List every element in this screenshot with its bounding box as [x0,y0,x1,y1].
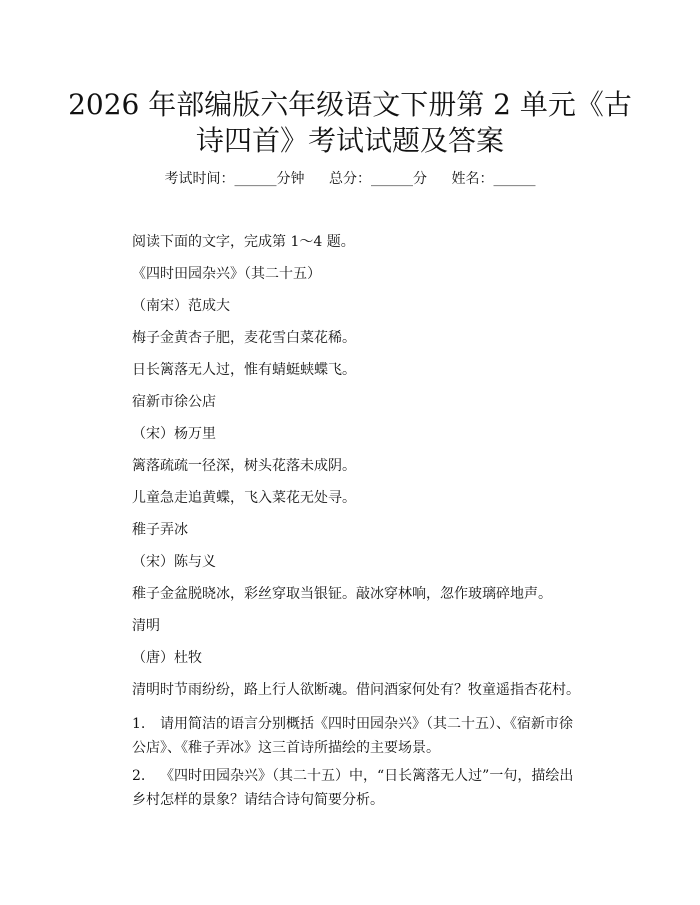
question-number: 1. [132,716,146,732]
poem-title: 稚子弄冰 [132,522,188,538]
exam-time: 考试时间：______分钟 [164,171,305,187]
poem-author: （唐）杜牧 [132,650,202,666]
document-title-line-1: 2026 年部编版六年级语文下册第 2 单元《古 [68,88,632,121]
poem-line: 儿童急走追黄蝶，飞入菜花无处寻。 [132,490,356,506]
poem-line: 清明时节雨纷纷，路上行人欲断魂。借问酒家何处有？牧童遥指杏花村。 [132,682,580,698]
exam-meta [0,168,700,188]
poem-title: 清明 [132,618,160,634]
poem-line: 日长篱落无人过，惟有蜻蜓蛱蝶飞。 [132,362,356,378]
question-text: 请用简洁的语言分别概括《四时田园杂兴》（其二十五）、《宿新市徐公店》、《稚子弄冰》这三首诗所描绘的主要场景。 [132,716,573,756]
poem-line: 梅子金黄杏子肥，麦花雪白菜花稀。 [132,330,356,346]
poem-title: 宿新市徐公店 [132,394,216,410]
question-text: 《四时田园杂兴》（其二十五）中，“日长篱落无人过”一句，描绘出乡村怎样的景象？请结合诗句简要分析。 [132,768,574,808]
exam-score: 总分：______分 [329,171,427,187]
poem-title: 《四时田园杂兴》（其二十五） [132,266,321,282]
document-title-line-2: 诗四首》考试试题及答案 [195,124,504,157]
poem-author: （宋）杨万里 [132,426,216,442]
poem-line: 稚子金盆脱晓冰，彩丝穿取当银钲。敲冰穿林响，忽作玻璃碎地声。 [132,586,552,602]
instruction-text: 阅读下面的文字，完成第 1～4 题。 [132,234,355,250]
poem-author: （南宋）范成大 [132,298,230,314]
poem-line: 篱落疏疏一径深，树头花落未成阴。 [132,458,356,474]
question-1 [132,712,582,760]
poem-author: （宋）陈与义 [132,554,216,570]
question-number: 2. [132,768,146,784]
exam-name: 姓名：______ [451,171,536,187]
question-2 [132,764,582,812]
